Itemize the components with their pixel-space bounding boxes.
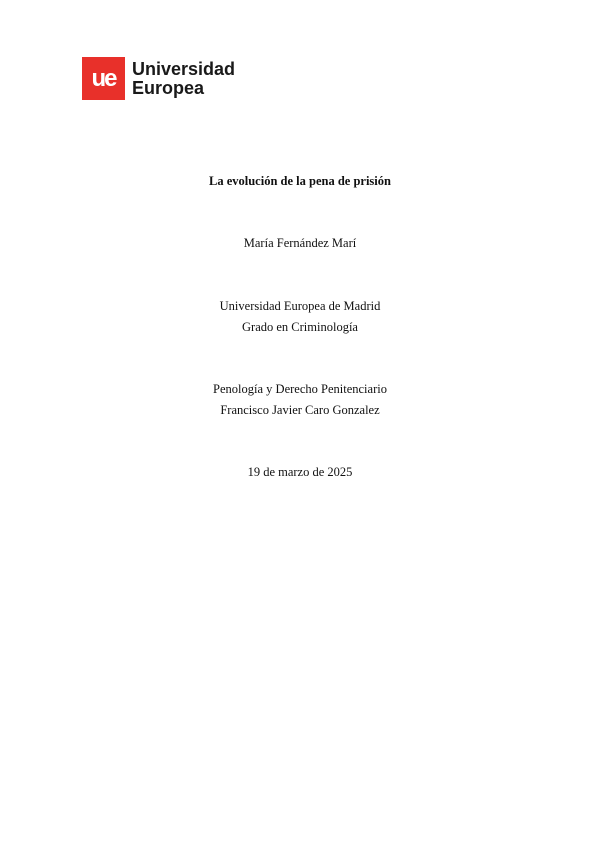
ue-logo-mark: ue [82,57,125,100]
course-subject: Penología y Derecho Penitenciario [213,382,387,396]
degree-name: Grado en Criminología [242,320,358,334]
author-name: María Fernández Marí [243,236,357,250]
submission-date: 19 de marzo de 2025 [247,465,353,479]
document-title: La evolución de la pena de prisión [209,174,391,188]
university-logo [82,57,235,100]
university-name: Universidad Europea de Madrid [219,299,381,313]
logo-wordmark [132,60,235,98]
logo-wordmark-line2: Europea [132,77,205,98]
logo-wordmark-line1: Universidad [132,58,236,79]
professor-name: Francisco Javier Caro Gonzalez [220,403,380,417]
